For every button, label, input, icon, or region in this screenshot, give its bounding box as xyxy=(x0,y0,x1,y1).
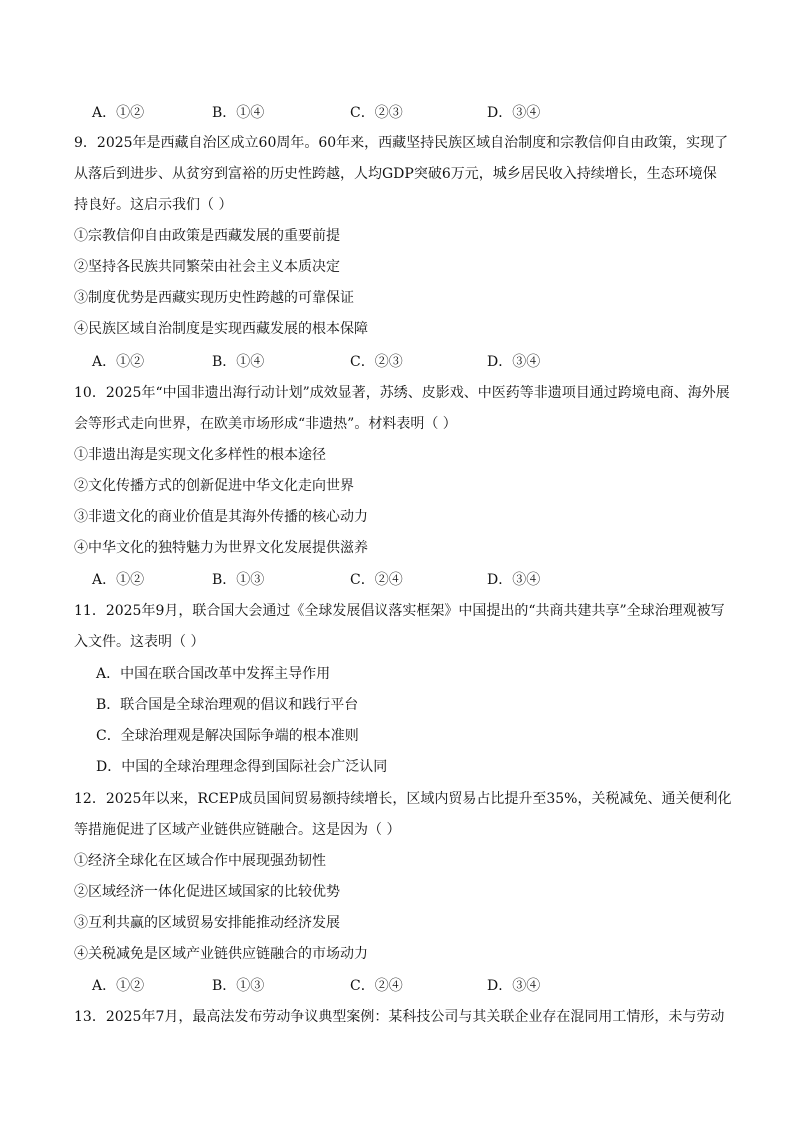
q8-option-a[interactable]: A．①② xyxy=(92,105,145,121)
q11-stem-line: 11．2025年9月，联合国大会通过《全球发展倡议落实框架》中国提出的“共商共建共享”全球治理观被写 xyxy=(74,603,725,619)
q10-option-b[interactable]: B．①③ xyxy=(212,572,265,588)
q10-options xyxy=(92,571,732,589)
q9-item: ③制度优势是西藏实现历史性跨越的可靠保证 xyxy=(74,290,354,306)
q10-item: ②文化传播方式的创新促进中华文化走向世界 xyxy=(74,478,354,494)
q10-option-d[interactable]: D．③④ xyxy=(487,572,541,588)
q12-stem-line: 12．2025年以来，RCEP成员国间贸易额持续增长，区域内贸易占比提升至35%，关税减免、通关便利化 xyxy=(74,791,732,807)
q12-option-c[interactable]: C．②④ xyxy=(350,978,403,994)
q12-item: ①经济全球化在区域合作中展现强劲韧性 xyxy=(74,853,326,869)
q10-stem-line: 会等形式走向世界，在欧美市场形成“非遗热”。材料表明（ ） xyxy=(74,416,457,432)
q9-option-a[interactable]: A．①② xyxy=(92,354,145,370)
q12-option-b[interactable]: B．①③ xyxy=(212,978,265,994)
q10-item: ③非遗文化的商业价值是其海外传播的核心动力 xyxy=(74,509,368,525)
q11-choice-a[interactable]: A．中国在联合国改革中发挥主导作用 xyxy=(96,666,331,682)
q9-options xyxy=(92,353,732,371)
q9-item: ④民族区域自治制度是实现西藏发展的根本保障 xyxy=(74,321,368,337)
q13-stem-line: 13．2025年7月，最高法发布劳动争议典型案例：某科技公司与其关联企业存在混同用工情形，未与劳动 xyxy=(74,1009,725,1025)
q12-option-a[interactable]: A．①② xyxy=(92,978,145,994)
q9-option-d[interactable]: D．③④ xyxy=(487,354,541,370)
q10-option-c[interactable]: C．②④ xyxy=(350,572,403,588)
q11-choice-c[interactable]: C．全球治理观是解决国际争端的根本准则 xyxy=(96,728,359,744)
q10-option-a[interactable]: A．①② xyxy=(92,572,145,588)
q11-stem-line: 入文件。这表明（ ） xyxy=(74,634,205,650)
q9-item: ②坚持各民族共同繁荣由社会主义本质决定 xyxy=(74,259,340,275)
q9-option-b[interactable]: B．①④ xyxy=(212,354,265,370)
q8-option-d[interactable]: D．③④ xyxy=(487,105,541,121)
q11-choice-d[interactable]: D．中国的全球治理理念得到国际社会广泛认同 xyxy=(96,759,388,775)
q9-stem-line: 持良好。这启示我们（ ） xyxy=(74,197,233,213)
q12-option-d[interactable]: D．③④ xyxy=(487,978,541,994)
q8-option-c[interactable]: C．②③ xyxy=(350,105,403,121)
q10-item: ①非遗出海是实现文化多样性的根本途径 xyxy=(74,447,326,463)
q12-item: ④关税减免是区域产业链供应链融合的市场动力 xyxy=(74,946,368,962)
q8-options xyxy=(92,104,732,122)
q9-option-c[interactable]: C．②③ xyxy=(350,354,403,370)
q12-item: ②区域经济一体化促进区域国家的比较优势 xyxy=(74,884,340,900)
q10-stem-line: 10．2025年“中国非遗出海行动计划”成效显著，苏绣、皮影戏、中医药等非遗项目通过跨境电商、海外展 xyxy=(74,385,730,401)
q11-choice-b[interactable]: B．联合国是全球治理观的倡议和践行平台 xyxy=(96,697,359,713)
q12-item: ③互利共赢的区域贸易安排能推动经济发展 xyxy=(74,915,340,931)
q10-item: ④中华文化的独特魅力为世界文化发展提供滋养 xyxy=(74,540,368,556)
q9-stem-line: 9．2025年是西藏自治区成立60周年。60年来，西藏坚持民族区域自治制度和宗教信仰自由政策，实现了 xyxy=(74,135,729,151)
q12-stem-line: 等措施促进了区域产业链供应链融合。这是因为（ ） xyxy=(74,822,401,838)
q9-item: ①宗教信仰自由政策是西藏发展的重要前提 xyxy=(74,228,340,244)
q9-stem-line: 从落后到进步、从贫穷到富裕的历史性跨越，人均GDP突破6万元，城乡居民收入持续增长，生态环境保 xyxy=(74,166,717,182)
q12-options xyxy=(92,977,732,995)
q8-option-b[interactable]: B．①④ xyxy=(212,105,265,121)
